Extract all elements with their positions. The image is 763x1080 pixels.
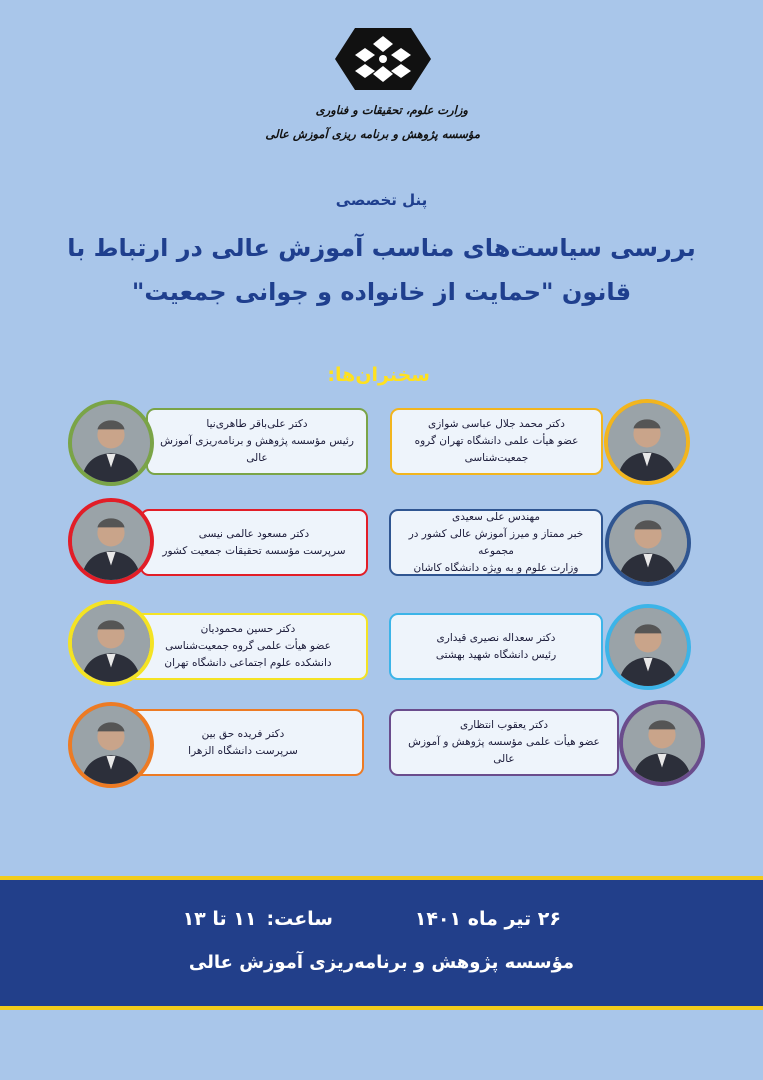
organizer-name: مؤسسه پژوهش و برنامه‌ریزی آموزش عالی [188, 952, 575, 973]
speaker-name: مهندس علی سعیدی [452, 510, 540, 523]
speaker-title-line-1: سرپرست مؤسسه تحقیقات جمعیت کشور [162, 544, 346, 557]
event-date: ۲۶ تیر ماه ۱۴۰۱ [414, 908, 561, 930]
speaker-card [390, 408, 603, 475]
time-value: ۱۱ تا ۱۳ [182, 908, 257, 930]
event-title-line-2: قانون "حمایت از خانواده و جوانی جمعیت" [131, 278, 632, 306]
speaker-name: دکتر محمد جلال عباسی شوازی [428, 418, 565, 430]
speaker-card [122, 709, 364, 776]
speaker-name: دکتر یعقوب انتظاری [459, 719, 549, 731]
ministry-emblem-icon [335, 28, 431, 90]
speaker-name: دکتر علی‌باقر طاهری‌نیا [206, 418, 308, 430]
ministry-line-1: وزارت علوم، تحقیقات و فناوری [315, 103, 468, 117]
speaker-name: دکتر فریده حق بین [201, 727, 285, 740]
speaker-name: دکتر سعداله نصیری قیداری [436, 631, 556, 644]
speaker-photo [68, 400, 154, 486]
speaker-card [128, 613, 368, 680]
speaker-photo [68, 498, 154, 584]
speaker-photo [605, 604, 691, 690]
speaker-photo [68, 600, 154, 686]
footer-band [0, 876, 763, 1010]
ministry-line-2: مؤسسه پژوهش و برنامه ریزی آموزش عالی [265, 127, 480, 141]
event-title [40, 226, 723, 314]
time-label: ساعت: [266, 908, 333, 930]
speaker-title-line-2: جمعیت‌شناسی [464, 452, 529, 464]
speaker-title-line-1: عضو هیأت علمی مؤسسه پژوهش و آموزش عالی [408, 736, 600, 765]
speaker-card [389, 509, 603, 576]
event-time [183, 908, 333, 930]
speaker-title-line-1: سرپرست دانشگاه الزهرا [188, 744, 298, 757]
speaker-name: دکتر حسین محمودیان [200, 623, 296, 635]
event-title-line-1: بررسی سیاست‌های مناسب آموزش عالی در ارتباط با [67, 234, 696, 262]
speaker-name: دکتر مسعود عالمی نیسی [198, 527, 310, 540]
speaker-photo [68, 702, 154, 788]
speakers-heading: سخنران‌ها: [327, 364, 430, 386]
speaker-title-line-1: رئیس دانشگاه شهید بهشتی [435, 648, 557, 661]
speaker-title-line-1: عضو هیأت علمی دانشگاه تهران گروه [414, 435, 579, 447]
speaker-card [389, 709, 619, 776]
speaker-card [140, 509, 368, 576]
event-subtitle: پنل تخصصی [335, 191, 428, 209]
speaker-title-line-2: وزارت علوم و به ویژه دانشگاه کاشان [413, 561, 579, 574]
speaker-card [146, 408, 368, 475]
speaker-title-line-1: خبر ممتاز و میرز آموزش عالی کشور در مجموعه [408, 527, 584, 557]
speaker-title-line-2: دانشکده علوم اجتماعی دانشگاه تهران [164, 657, 332, 669]
speaker-title-line-1: رئیس مؤسسه پژوهش و برنامه‌ریزی آموزش عالی [160, 435, 354, 464]
speaker-photo [604, 399, 690, 485]
ministry-title [250, 98, 480, 146]
speaker-card [389, 613, 603, 680]
speaker-photo [605, 500, 691, 586]
speaker-title-line-1: عضو هیأت علمی گروه جمعیت‌شناسی [165, 640, 331, 652]
speaker-photo [619, 700, 705, 786]
